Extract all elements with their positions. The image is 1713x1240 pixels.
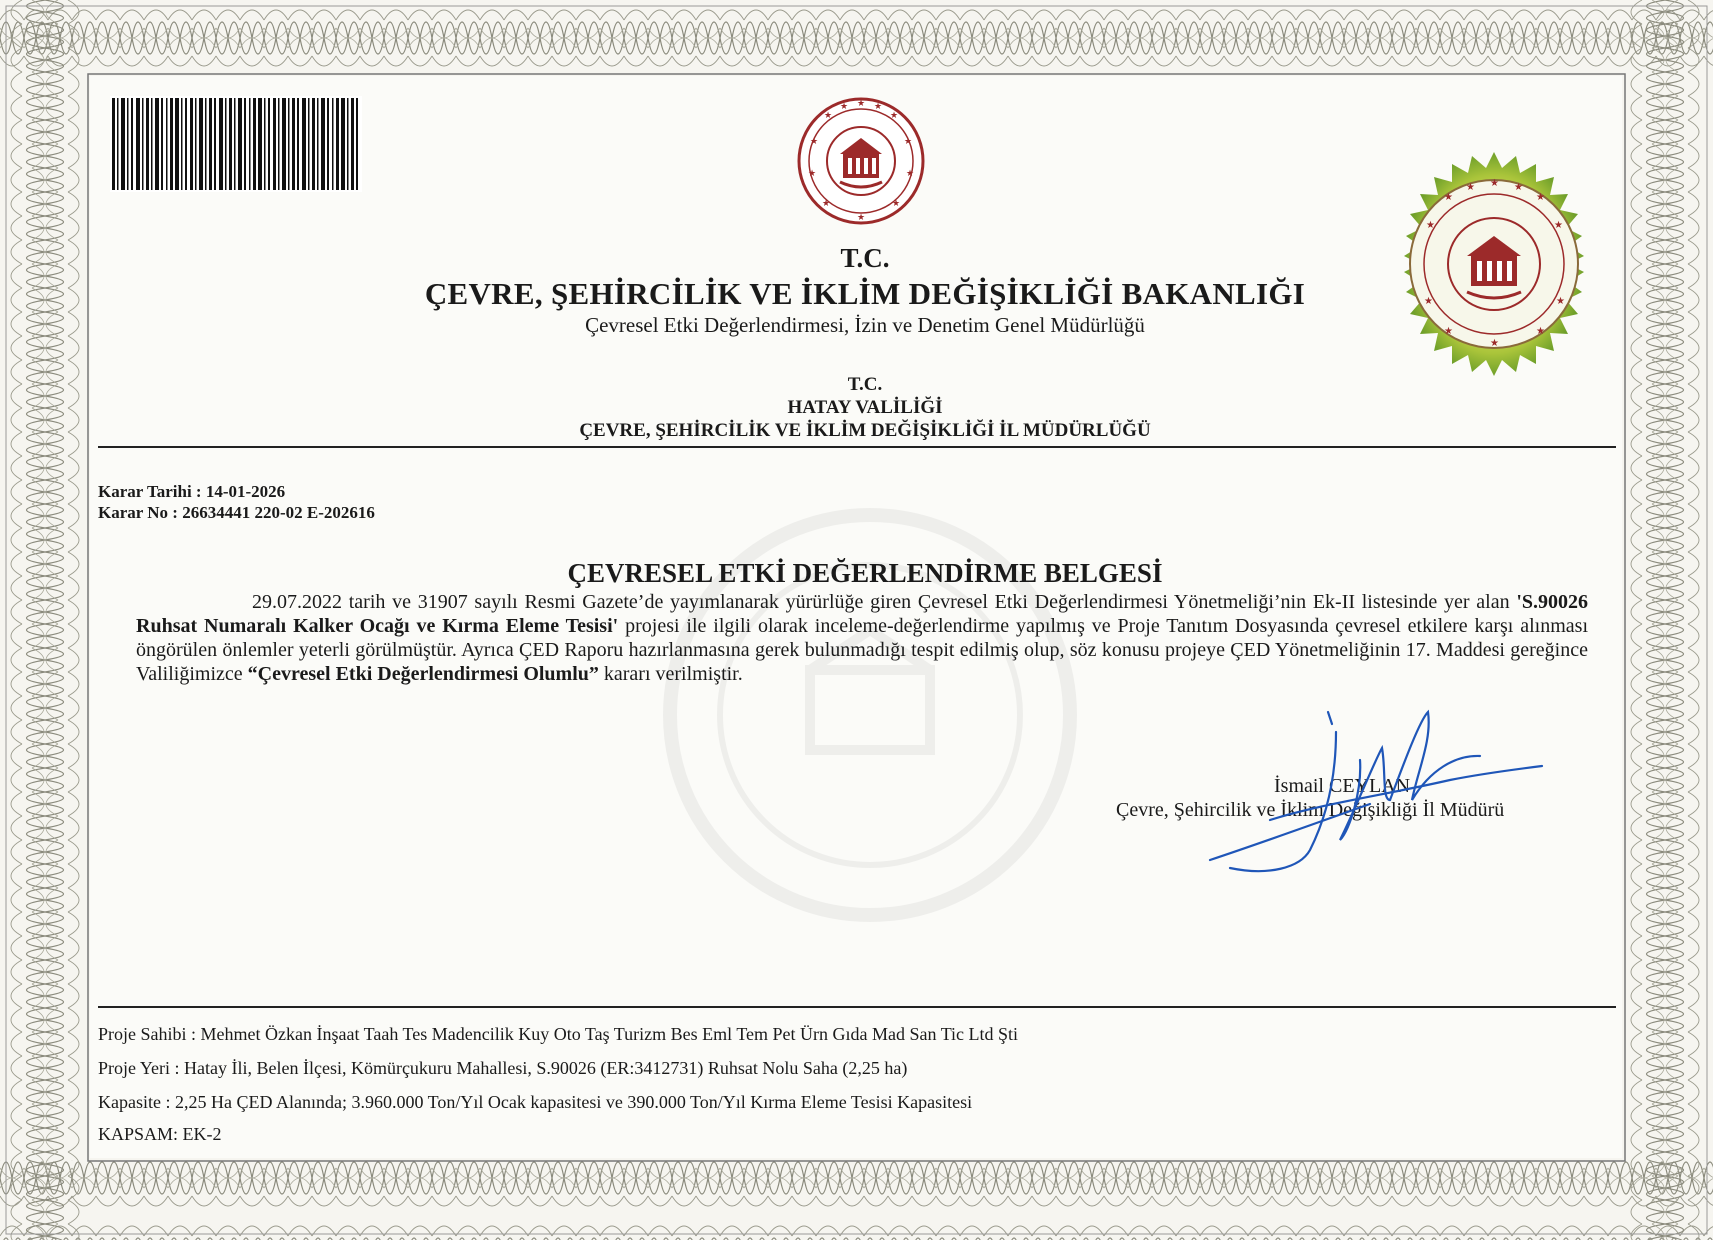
svg-text:★: ★: [1554, 220, 1563, 231]
watermark-emblem-icon: [650, 480, 1090, 950]
svg-text:★: ★: [810, 137, 819, 147]
svg-text:★: ★: [824, 111, 833, 121]
ministry-name: ÇEVRE, ŞEHİRCİLİK VE İKLİM DEĞİŞİKLİĞİ BAKANLIĞI: [424, 276, 1306, 311]
svg-text:★: ★: [857, 99, 866, 109]
signatory-title: Çevre, Şehircilik ve İklim Değişikliği İl Müdürü: [1116, 799, 1505, 821]
header-tc: T.C.: [840, 243, 890, 273]
signatory-name: İsmail CEYLAN: [1274, 775, 1411, 797]
header-divider: [98, 446, 1616, 448]
footer-divider: [98, 1006, 1616, 1008]
project-capacity: Kapasite : 2,25 Ha ÇED Alanında; 3.960.000 Ton/Yıl Ocak kapasitesi ve 390.000 Ton/Yıl Kırma Eleme Tesisi Kapasitesi: [98, 1092, 973, 1112]
document-title: ÇEVRESEL ETKİ DEĞERLENDİRME BELGESİ: [567, 558, 1163, 588]
svg-text:★: ★: [906, 169, 915, 179]
svg-text:★: ★: [1444, 326, 1453, 337]
svg-text:★: ★: [857, 213, 866, 223]
svg-text:★: ★: [1490, 178, 1499, 189]
svg-text:★: ★: [1536, 326, 1545, 337]
province-tc: T.C.: [847, 374, 883, 395]
decision-result: “Çevresel Etki Değerlendirmesi Olumlu”: [247, 663, 599, 685]
svg-text:★: ★: [1424, 296, 1433, 307]
decision-date: Karar Tarihi : 14-01-2026: [98, 482, 286, 501]
svg-text:★: ★: [1490, 338, 1499, 349]
document-body: [136, 590, 1588, 686]
project-scope: KAPSAM: EK-2: [98, 1124, 222, 1144]
body-text-part1: 29.07.2022 tarih ve 31907 sayılı Resmi Gazete’de yayımlanarak yürürlüğe giren Çevresel Etki Değerlendirmesi Yönetmeliği’nin Ek-II listesinde yer alan: [252, 591, 1517, 613]
svg-text:★: ★: [904, 137, 913, 147]
directorate-name: Çevresel Etki Değerlendirmesi, İzin ve Denetim Genel Müdürlüğü: [585, 313, 1145, 337]
svg-text:★: ★: [1556, 296, 1565, 307]
handwritten-signature-icon: [1150, 700, 1550, 880]
governorship-name: HATAY VALİLİĞİ: [787, 397, 943, 418]
barcode-icon: [110, 96, 362, 192]
svg-text:★: ★: [1426, 220, 1435, 231]
svg-text:★: ★: [822, 199, 831, 209]
ministry-emblem-icon: [796, 96, 926, 226]
project-name: 'S.90026 Ruhsat Numaralı Kalker Ocağı ve Kırma Eleme Tesisi': [136, 591, 1588, 637]
project-owner: Proje Sahibi : Mehmet Özkan İnşaat Taah Tes Madencilik Kuy Oto Taş Turizm Bes Eml Tem Pet Ürn Gıda Mad San Tic Ltd Şti: [98, 1024, 1019, 1044]
svg-text:★: ★: [874, 102, 883, 112]
decision-number: Karar No : 26634441 220-02 E-202616: [98, 503, 375, 522]
svg-text:★: ★: [890, 111, 899, 121]
provincial-office-name: ÇEVRE, ŞEHİRCİLİK VE İKLİM DEĞİŞİKLİĞİ İL MÜDÜRLÜĞÜ: [579, 420, 1151, 441]
svg-text:★: ★: [840, 102, 849, 112]
svg-text:★: ★: [1466, 182, 1475, 193]
project-location: Proje Yeri : Hatay İli, Belen İlçesi, Kömürçukuru Mahallesi, S.90026 (ER:3412731) Ruhsat Nolu Saha (2,25 ha): [98, 1058, 908, 1078]
svg-text:★: ★: [1514, 182, 1523, 193]
svg-text:★: ★: [1536, 192, 1545, 203]
body-text-part2: projesi ile ilgili olarak inceleme-değerlendirme yapılmış ve Proje Tanıtım Dosyasında çevresel etkilere karşı alınması öngörülen önlemler yeterli görülmüştür. Ayrıca ÇED Raporu hazırlanmasına gerek bulunmadığı tespit edilmiş olup, söz konusu projeye ÇED Yönetmeliğinin 17. Maddesi gereğince Valiliğimizce: [136, 615, 1588, 685]
svg-text:★: ★: [808, 169, 817, 179]
svg-text:★: ★: [1444, 192, 1453, 203]
svg-text:★: ★: [892, 199, 901, 209]
body-text-part3: kararı verilmiştir.: [598, 663, 743, 685]
